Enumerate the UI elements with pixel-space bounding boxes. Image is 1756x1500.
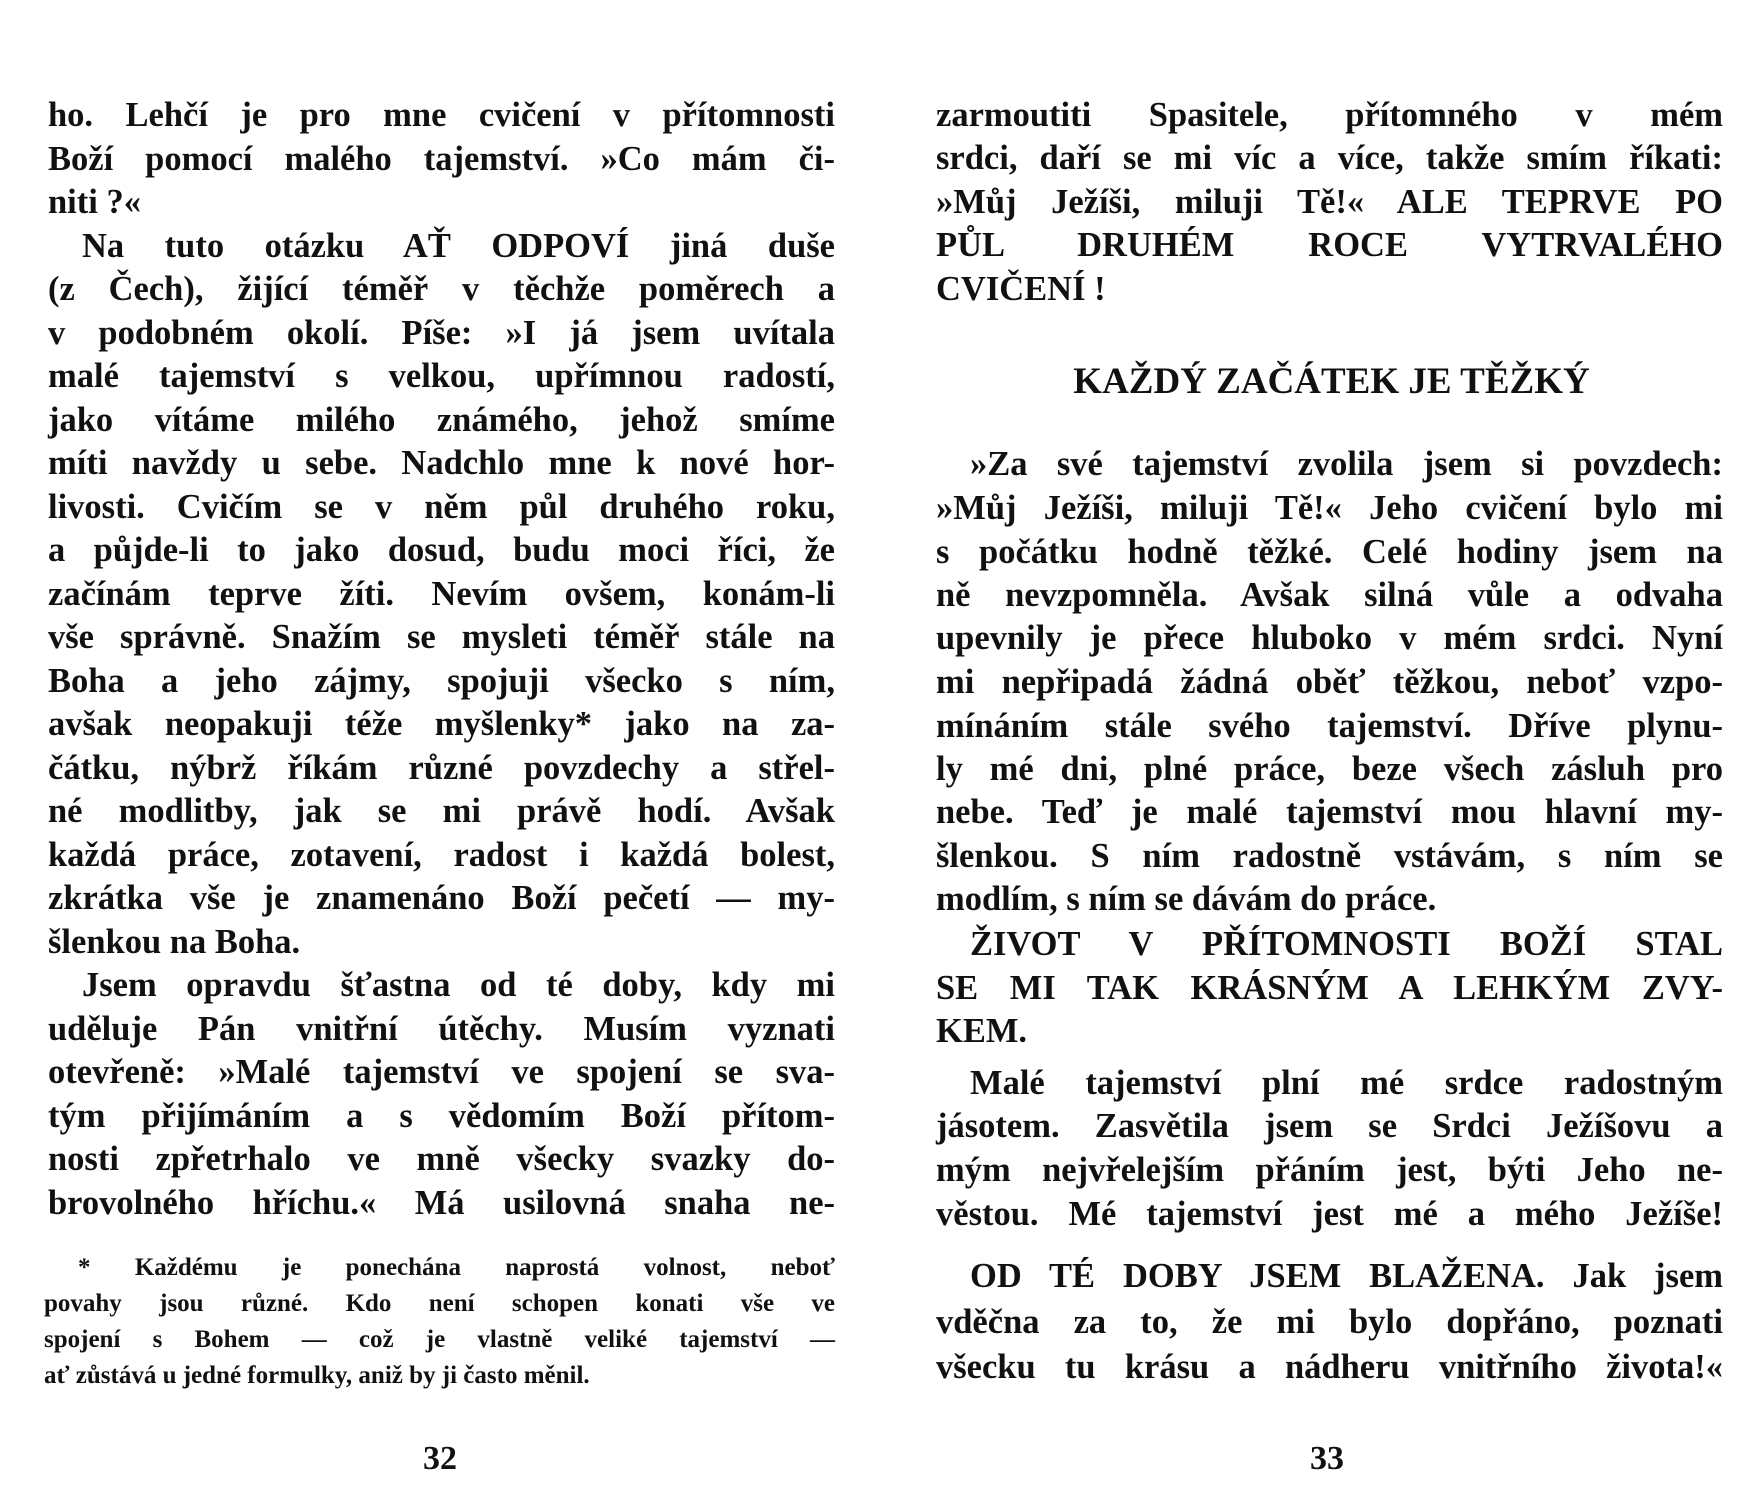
text-line: uděluje Pán vnitřní útěchy. Musím vyznati <box>48 1009 835 1048</box>
text-line: modlím, s ním se dávám do práce. <box>936 880 1437 918</box>
footnote-line: * Každému je ponechána naprostá volnost, neboť <box>78 1254 835 1281</box>
text-line: šlenkou. S ním radostně vstávám, s ním se <box>936 837 1723 875</box>
text-line: ně nevzpomněla. Avšak silná vůle a odvaha <box>936 576 1723 614</box>
footnote-line: spojení s Bohem — což je vlastně veliké tajemství — <box>44 1326 835 1353</box>
text-line: zarmoutiti Spasitele, přítomného v mém <box>936 96 1723 134</box>
text-line: v podobném okolí. Píše: »I já jsem uvítala <box>48 313 835 352</box>
text-line: ŽIVOT V PŘÍTOMNOSTI BOŽÍ STAL <box>970 925 1723 963</box>
text-line: nebe. Teď je malé tajemství mou hlavní my- <box>936 793 1723 831</box>
text-line: upevnily je přece hluboko v mém srdci. Nyní <box>936 619 1723 657</box>
text-line: ho. Lehčí je pro mne cvičení v přítomnosti <box>48 96 835 134</box>
text-line: šlenkou na Boha. <box>48 922 301 961</box>
text-line: brovolného hříchu.« Má usilovná snaha ne- <box>48 1183 835 1222</box>
text-line: (z Čech), žijící téměř v těchže poměrech a <box>48 270 835 308</box>
text-line: PŮL DRUHÉM ROCE VYTRVALÉHO <box>936 226 1723 264</box>
text-line: nosti zpřetrhalo ve mně všecky svazky do- <box>48 1140 835 1178</box>
text-line: KEM. <box>936 1012 1028 1050</box>
text-line: Boží pomocí malého tajemství. »Co mám či- <box>48 139 835 178</box>
text-line: míti navždy u sebe. Nadchlo mne k nové hor- <box>48 444 835 482</box>
text-line: livosti. Cvičím se v něm půl druhého roku, <box>48 487 835 526</box>
text-line: né modlitby, jak se mi právě hodí. Avšak <box>48 792 835 830</box>
section-heading: KAŽDÝ ZAČÁTEK JE TĚŽKÝ <box>1073 361 1590 402</box>
text-line: mým nejvřelejším přáním jest, býti Jeho ne- <box>936 1151 1723 1189</box>
text-line: »Můj Ježíši, miluji Tě!« Jeho cvičení bylo mi <box>936 489 1723 527</box>
text-line: Boha a jeho zájmy, spojuji všecko s ním, <box>48 661 835 700</box>
text-line: a půjde-li to jako dosud, budu moci říci, že <box>48 531 835 569</box>
text-line: otevřeně: »Malé tajemství ve spojení se sva- <box>48 1053 835 1091</box>
text-line: malé tajemství s velkou, upřímnou radostí, <box>48 357 835 395</box>
text-line: tým přijímáním a s vědomím Boží přítom- <box>48 1096 835 1135</box>
page-number-right: 33 <box>1310 1440 1344 1477</box>
footnote-line: ať zůstává u jedné formulky, aniž by ji často měnil. <box>44 1362 590 1389</box>
footnote-line: povahy jsou různé. Kdo není schopen konati vše ve <box>44 1290 835 1317</box>
text-line: každá práce, zotavení, radost i každá bolest, <box>48 835 835 874</box>
text-line: avšak neopakuji téže myšlenky* jako na za- <box>48 705 835 743</box>
text-line: CVIČENÍ ! <box>936 270 1106 308</box>
right-page <box>878 0 1756 1500</box>
text-line: jásotem. Zasvětila jsem se Srdci Ježíšovu a <box>936 1107 1723 1145</box>
text-line: OD TÉ DOBY JSEM BLAŽENA. Jak jsem <box>970 1257 1723 1295</box>
text-line: »Můj Ježíši, miluji Tě!« ALE TEPRVE PO <box>936 183 1723 221</box>
text-line: Malé tajemství plní mé srdce radostným <box>970 1064 1723 1102</box>
text-line: srdci, daří se mi víc a více, takže smím říkati: <box>936 139 1723 177</box>
text-line: věstou. Mé tajemství jest mé a mého Ježíše! <box>936 1195 1723 1233</box>
text-line: začínám teprve žíti. Nevím ovšem, konám-li <box>48 574 835 613</box>
text-line: zkrátka vše je znamenáno Boží pečetí — my- <box>48 879 835 917</box>
text-line: Jsem opravdu šťastna od té doby, kdy mi <box>82 966 835 1004</box>
text-line: mínáním stále svého tajemství. Dříve plynu- <box>936 707 1723 745</box>
text-line: vše správně. Snažím se mysleti téměř stále na <box>48 618 835 656</box>
text-line: vděčna za to, že mi bylo dopřáno, poznati <box>936 1303 1723 1341</box>
text-line: SE MI TAK KRÁSNÝM A LEHKÝM ZVY- <box>936 969 1723 1007</box>
text-line: s počátku hodně těžké. Celé hodiny jsem na <box>936 533 1723 571</box>
text-line: ly mé dni, plné práce, beze všech zásluh pro <box>936 750 1723 788</box>
text-line: jako vítáme milého známého, jehož smíme <box>48 400 835 439</box>
text-line: »Za své tajemství zvolila jsem si povzdech: <box>970 445 1723 483</box>
page-number-left: 32 <box>423 1440 457 1477</box>
text-line: niti ?« <box>48 183 141 221</box>
text-line: mi nepřipadá žádná oběť těžkou, neboť vzpo- <box>936 663 1723 701</box>
text-line: čátku, nýbrž říkám různé povzdechy a střel- <box>48 748 835 787</box>
text-line: Na tuto otázku AŤ ODPOVÍ jiná duše <box>82 226 835 265</box>
text-line: všecku tu krásu a nádheru vnitřního života!« <box>936 1348 1723 1386</box>
